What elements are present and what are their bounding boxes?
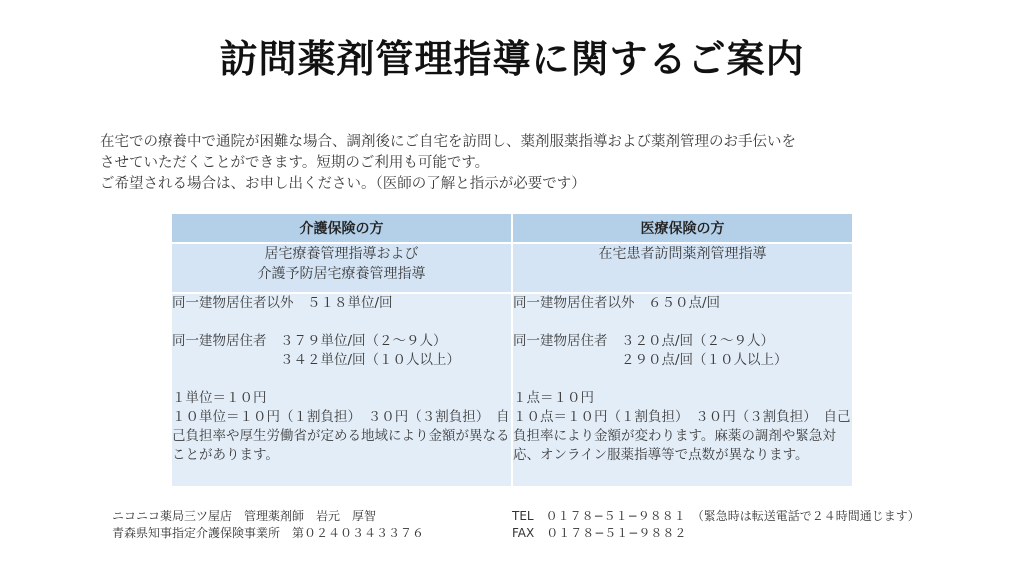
spacer — [513, 313, 852, 332]
fee-table — [170, 212, 854, 488]
kaigo-details — [171, 293, 512, 487]
spacer — [172, 370, 511, 389]
iryo-service — [512, 243, 853, 293]
license-number: 青森県知事指定介護保険事業所 第０２４０３４３３７６ — [112, 526, 425, 540]
page-title: 訪問薬剤管理指導に関するご案内 — [219, 37, 805, 81]
pharmacy-name: ニコニコ薬局三ツ屋店 管理薬剤師 岩元 厚智 — [112, 509, 377, 523]
footer-left — [112, 508, 424, 542]
kaigo-fee-line: １単位＝１０円 — [172, 390, 267, 406]
kaigo-service-line: 居宅療養管理指導および — [264, 246, 419, 262]
kaigo-note: １０単位＝１０円（１割負担） ３０円（３割負担） 自己負担率や厚生労働省が定める地域により金額が異なることがあります。 — [172, 409, 510, 463]
kaigo-fee-line: ３４２単位/回（１０人以上） — [172, 352, 461, 368]
kaigo-fee-line: 同一建物居住者以外 ５１８単位/回 — [172, 295, 393, 311]
iryo-header: 医療保険の方 — [512, 213, 853, 243]
fax-number: FAX ０１７８−５１−９８８２ — [512, 526, 687, 540]
iryo-details — [512, 293, 853, 487]
spacer — [172, 313, 511, 332]
intro-line: させていただくことができます。短期のご利用も可能です。 — [100, 155, 490, 171]
iryo-fee-line: ２９０点/回（１０人以上） — [513, 352, 788, 368]
intro-line: ご希望される場合は、お申し出ください。（医師の了解と指示が必要です） — [100, 176, 586, 192]
kaigo-fee-line: 同一建物居住者 ３７９単位/回（２〜９人） — [172, 333, 447, 349]
iryo-fee-line: 同一建物居住者以外 ６５０点/回 — [513, 295, 721, 311]
kaigo-service — [171, 243, 512, 293]
intro-line: 在宅での療養中で通院が困難な場合、調剤後にご自宅を訪問し、薬剤服薬指導および薬剤管理のお手伝いを — [100, 134, 796, 150]
kaigo-header: 介護保険の方 — [171, 213, 512, 243]
spacer — [513, 370, 852, 389]
footer-right — [512, 508, 920, 542]
iryo-note: １０点＝１０円（１割負担） ３０円（３割負担） 自己負担率により金額が変わります。麻薬の調剤や緊急対応、オンライン服薬指導等で点数が異なります。 — [513, 409, 851, 463]
iryo-fee-line: １点＝１０円 — [513, 390, 594, 406]
iryo-service-line: 在宅患者訪問薬剤管理指導 — [598, 246, 767, 262]
intro-text — [100, 132, 960, 195]
tel-number: TEL ０１７８−５１−９８８１ （緊急時は転送電話で２４時間通じます） — [512, 509, 920, 523]
kaigo-service-line: 介護予防居宅療養管理指導 — [257, 266, 426, 282]
iryo-fee-line: 同一建物居住者 ３２０点/回（２〜９人） — [513, 333, 775, 349]
